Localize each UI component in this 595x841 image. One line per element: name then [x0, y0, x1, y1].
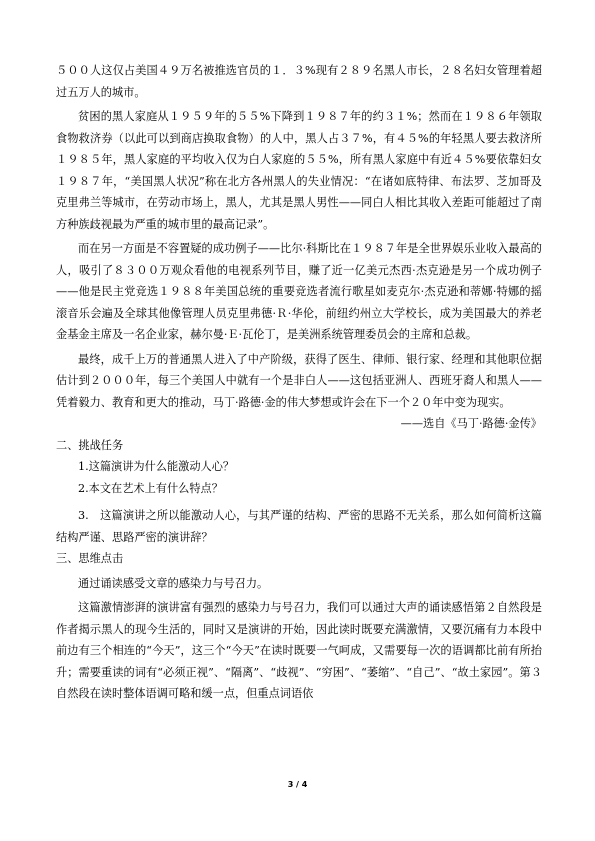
question-1: 1.这篇演讲为什么能激动人心？	[78, 460, 235, 473]
paragraph-middle-class: 最终，成千上万的普通黑人进入了中产阶级，获得了医生、律师、银行家、经理和其他职位据估计到２０００年，每三个美国人中就有一个是非白人——这包括亚洲人、西班牙裔人和黑人——凭着毅力、教育和更大的推动，马丁·路德·金的伟大梦想或许会在下一个２０年中变为现实。	[56, 352, 542, 409]
paragraph-success: 而在另一方面是不容置疑的成功例子——比尔·科斯比在１９８７年是全世界娱乐业收入最高的人，吸引了８３００万观众看他的电视系列节目，赚了近一亿美元杰西·杰克逊是另一个成功例子——他是民主党竞选１９８８年美国总统的重要竞选者流行歌星如麦克尔·杰克逊和蒂娜·特娜的摇滚音乐会遍及全球其他像管理人员克里弗德·Ｒ·华伦，前纽约州立大学校长，成为美国最大的养老金基金主席及一名企业家，赫尔曼·Ｅ·瓦伦丁，是美洲系统管理委员会的主席和总裁。	[56, 242, 542, 341]
source-citation: ——选自《马丁·路德·金传》	[400, 417, 542, 430]
page-number: 3 / 4	[287, 780, 308, 789]
thinking-intro: 通过诵读感受文章的感染力与号召力。	[78, 576, 269, 590]
paragraph-continued: ５００人这仅占美国４９万名被推选官员的１．３%现有２８９名黑人市长，２８名妇女管理着超过五万人的城市。	[56, 64, 542, 99]
question-3: 3. 这篇演讲之所以能激动人心，与其严谨的结构、严密的思路不无关系，那么如何简析这篇结构严谨、思路严密的演讲辞？	[56, 509, 542, 544]
section-title-challenge: 二、挑战任务	[56, 438, 124, 452]
section-title-thinking: 三、思维点击	[56, 552, 124, 565]
question-2: 2.本文在艺术上有什么特点？	[78, 481, 223, 495]
thinking-paragraph: 这篇激情澎湃的演讲富有强烈的感染力与号召力，我们可以通过大声的诵读感悟第２自然段是作者揭示黑人的现今生活的，同时又是演讲的开始，因此读时既要充满激情，又要沉痛有力本段中前边有三个相连的“今天”，这三个“今天”在读时既要一气呵成，又需要每一次的语调都比前有所抬升；需要重读的词有“必须正视”、“隔离”、“歧视”、“穷困”、“萎缩”、“自己”、“故土家园”。第３自然段在读时整体语调可略和缓一点，但重点词语依	[56, 601, 542, 700]
document-body	[56, 60, 542, 705]
paragraph-poverty: 贫困的黑人家庭从１９５９年的５５%下降到１９８７年的约３１%；然而在１９８６年领取食物救济券（以此可以到商店换取食物）的人中，黑人占３７%，有４５%的年轻黑人要去救济所１９８５年，黑人家庭的平均收入仅为白人家庭的５５%，所有黑人家庭中有近４５%要依靠妇女１９８７年，“美国黑人状况”称在北方各州黑人的失业情况：“在诸如底特律、布法罗、芝加哥及克里弗兰等城市，在劳动市场上，黑人，尤其是黑人男性——同白人相比其收入差距可能超过了南方种族歧视最为严重的城市里的最高记录”。	[56, 110, 542, 231]
